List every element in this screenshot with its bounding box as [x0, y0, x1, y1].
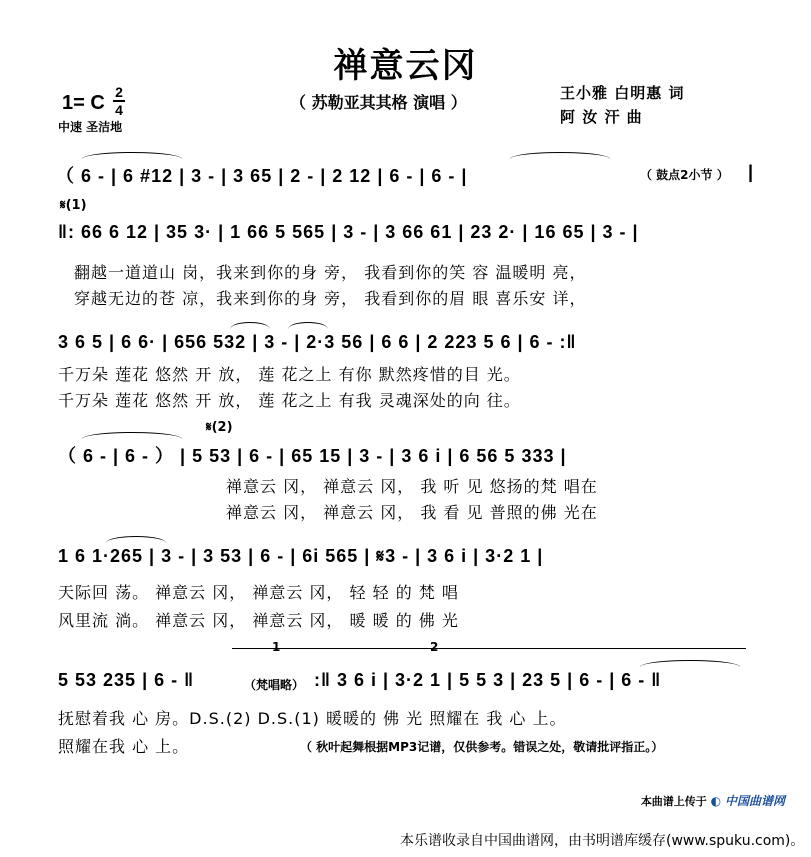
- row5-lyric-2: 风里流 淌。 禅意云 冈， 禅意云 冈， 暖 暖 的 佛 光: [58, 611, 459, 630]
- segno-1: 𝄋(1): [60, 198, 87, 213]
- row2-lyric-1: 翻越一道道山 岗，我来到你的身 旁， 我看到你的笑 容 温暖明 亮，: [74, 263, 587, 282]
- row1-notes: （ 6 - | 6 #12 | 3 - | 3 65 | 2 - | 2 12 | 6 - | 6 - |: [56, 166, 468, 186]
- site-logo-text: 中国曲谱网: [724, 794, 785, 808]
- slur: [82, 432, 182, 439]
- composer-credit: 阿 汝 汗 曲: [560, 108, 643, 126]
- row1-end-bar: |: [748, 162, 755, 182]
- row3-lyric-2: 千万朵 莲花 悠然 开 放， 莲 花之上 有我 灵魂深处的向 往。: [58, 391, 521, 410]
- row4-notes: （ 6 - | 6 - ） | 5 53 | 6 - | 65 15 | 3 - | 3 6 i | 6 56 5 333 |: [58, 446, 567, 466]
- slur: [106, 536, 166, 543]
- lyricist-credit: 王小雅 白明惠 词: [560, 84, 685, 102]
- footer-note: 本乐谱收录自中国曲谱网，由书明谱库缓存(www.spuku.com)。: [400, 833, 805, 849]
- logo-icon: ◐: [710, 794, 722, 808]
- chant-omitted: （梵唱略）: [244, 678, 305, 692]
- row6-notes-a: 5 53 235 | 6 - ‖: [58, 670, 195, 690]
- time-bottom: 4: [115, 102, 123, 118]
- intro-note: （ 鼓点2小节 ）: [640, 168, 729, 182]
- volta-1-number: 1: [272, 640, 281, 654]
- row2-notes: ‖: 66 6 12 | 35 3· | 1 66 5 565 | 3 - | 3 66 61 | 23 2· | 16 65 | 3 - |: [58, 222, 639, 242]
- song-title: 禅意云冈: [333, 46, 478, 86]
- row4-lyric-1: 禅意云 冈， 禅意云 冈， 我 听 见 悠扬的梵 唱在: [226, 477, 598, 496]
- transcriber-note: （ 秋叶起舞根据MP3记谱，仅供参考。错误之处，敬请批评指正。）: [300, 740, 664, 754]
- segno-2: 𝄋(2): [206, 420, 233, 435]
- volta-2-number: 2: [430, 640, 439, 654]
- time-top: 2: [115, 84, 123, 100]
- row5-notes: 1 6 1·265 | 3 - | 3 53 | 6 - | 6i 565 | 𝄋3 - | 3 6 i | 3·2 1 |: [58, 546, 544, 566]
- slur: [640, 660, 740, 667]
- row2-lyric-2: 穿越无边的苍 凉，我来到你的身 旁， 我看到你的眉 眼 喜乐安 详，: [74, 289, 587, 308]
- key-signature: 1= C: [62, 92, 105, 114]
- row6-lyric-2: 照耀在我 心 上。: [58, 737, 190, 756]
- row4-lyric-2: 禅意云 冈， 禅意云 冈， 我 看 见 普照的佛 光在: [226, 503, 598, 522]
- row5-lyric-1: 天际回 荡。 禅意云 冈， 禅意云 冈， 轻 轻 的 梵 唱: [58, 583, 459, 602]
- slur: [82, 152, 182, 159]
- slur: [230, 322, 270, 329]
- slur: [510, 152, 610, 159]
- slur: [288, 322, 328, 329]
- row3-notes: 3 6 5 | 6 6· | 656 532 | 3 - | 2·3 56 | 6 6 | 2 223 5 6 | 6 - :‖: [58, 332, 577, 352]
- subtitle: （ 苏勒亚其其格 演唱 ）: [290, 93, 467, 112]
- row6-notes-b: :‖ 3 6 i | 3·2 1 | 5 5 3 | 23 5 | 6 - | 6 - ‖: [314, 670, 662, 690]
- row6-lyric-1: 抚慰着我 心 房。D.S.(2) D.S.(1) 暖暖的 佛 光 照耀在 我 心 上。: [58, 709, 567, 728]
- volta-2-line: [326, 648, 746, 649]
- upload-credit: [641, 792, 785, 809]
- tempo-marking: 中速 圣洁地: [58, 120, 123, 134]
- row3-lyric-1: 千万朵 莲花 悠然 开 放， 莲 花之上 有你 默然疼惜的目 光。: [58, 365, 521, 384]
- upload-label: 本曲谱上传于: [640, 795, 707, 808]
- time-signature: [112, 84, 126, 118]
